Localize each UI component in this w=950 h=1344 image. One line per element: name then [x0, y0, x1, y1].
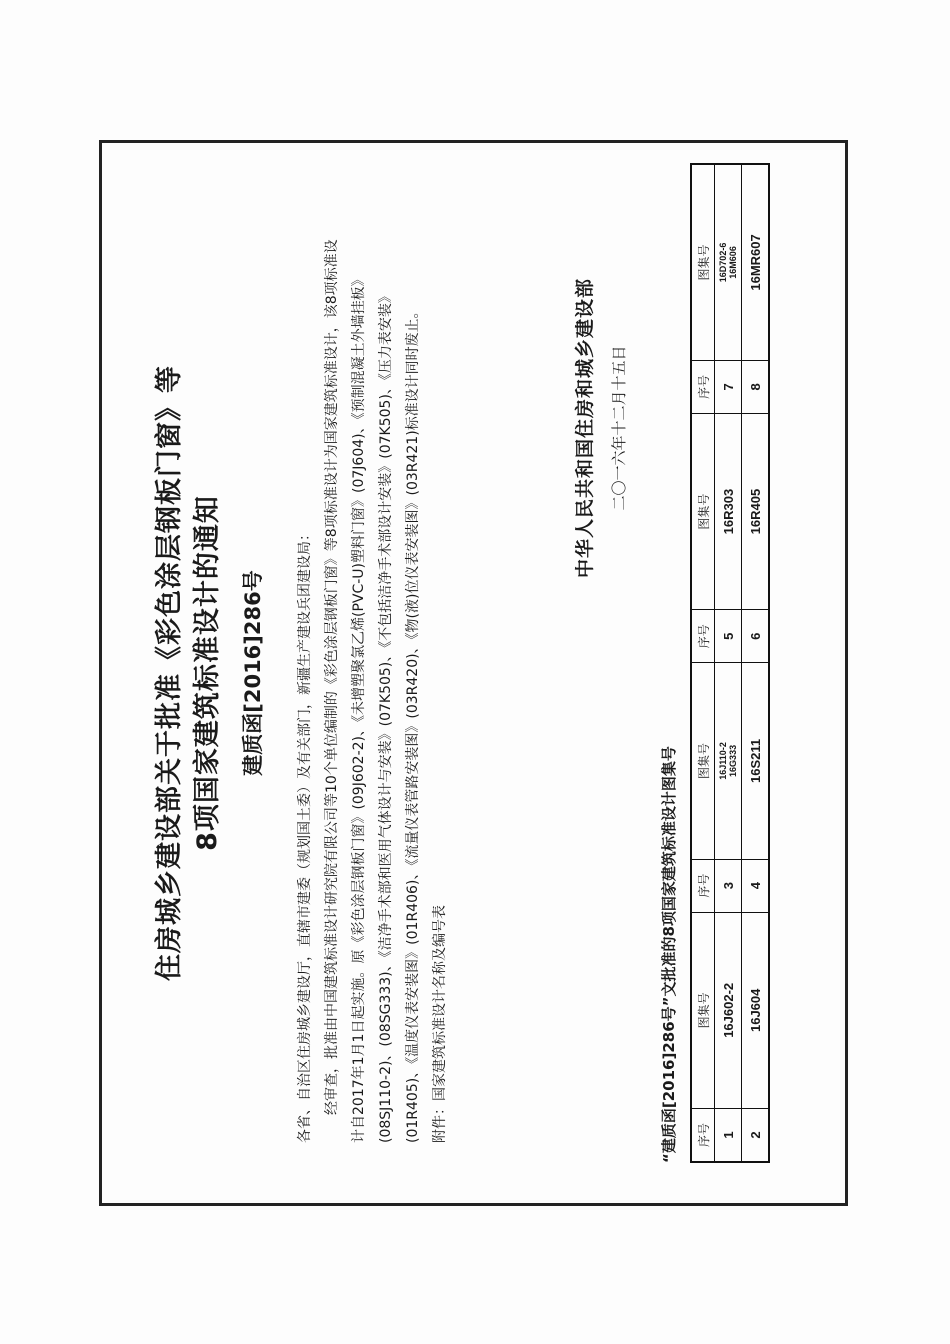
- document-number: 建质函[2016]286号: [241, 570, 265, 776]
- table-cell: 2: [742, 1109, 770, 1163]
- table-cell: 3: [715, 859, 742, 912]
- table-cell: 5: [715, 610, 742, 663]
- salutation: 各省、自治区住房城乡建设厅，直辖市建委（规划国土委）及有关部门，新疆生产建设兵团建设局：: [297, 527, 313, 1143]
- table-cell: 16R405: [742, 413, 770, 609]
- table-cell: 1: [715, 1109, 742, 1163]
- table-cell: 4: [742, 859, 770, 912]
- table-cell: 6: [742, 610, 770, 663]
- table-cell: 8: [742, 360, 770, 413]
- header-cell: 序号: [691, 610, 715, 663]
- table-title: “建质函[2016]286号”文批准的8项国家建筑标准设计图集号: [660, 746, 678, 1163]
- attachment-line: 附件：国家建筑标准设计名称及编号表: [432, 905, 448, 1143]
- notice-title-line2: 8项国家建筑标准设计的通知: [192, 495, 223, 851]
- table-cell: 7: [715, 360, 742, 413]
- header-cell: 图集号: [691, 663, 715, 859]
- table-header-row: [691, 164, 715, 1162]
- main-paragraph: 经审查，批准由中国建筑标准设计研究院有限公司等10个单位编制的《彩色涂层钢板门窗》等8项标准设计为国家建筑标准设计，该8项标准设计自2017年1月1日起实施。原《彩色涂层钢板门窗》(09J602-2)、《未增塑聚氯乙烯(PVC-U)塑料门窗》(07J604)、《预制混凝土外墙挂板》(08SJ110-2)、(08SG333)、《洁净手术部和医用气体设计与安装》(07K505)、《不包括洁净手术部设计安装》(07K505)、《压力表安装》(01R405)、《温度仪表安装图》(01R406)、《流量仪表管路安装图》(03R420)、《物(液)位仪表安装图》(03R421)标准设计同时废止。: [324, 239, 421, 1143]
- standards-table: [690, 163, 770, 1163]
- table-cell: 16MR607: [742, 164, 770, 360]
- header-cell: 图集号: [691, 164, 715, 360]
- table-row: [715, 164, 742, 1162]
- header-cell: 序号: [691, 360, 715, 413]
- header-cell: 序号: [691, 859, 715, 912]
- table-cell: 16J110-2 16G333: [715, 663, 742, 859]
- table-cell: 16S211: [742, 663, 770, 859]
- notice-body: [292, 233, 454, 1143]
- header-cell: 图集号: [691, 413, 715, 609]
- document-frame: [99, 140, 848, 1206]
- table-row: [742, 164, 770, 1162]
- issuing-organization: 中华人民共和国住房和城乡建设部: [574, 278, 596, 579]
- table-cell: 16J602-2: [715, 912, 742, 1108]
- table-cell: 16D702-6 16M606: [715, 164, 742, 360]
- notice-title-line1: 住房城乡建设部关于批准《彩色涂层钢板门窗》等: [154, 365, 185, 981]
- header-cell: 图集号: [691, 912, 715, 1108]
- header-cell: 序号: [691, 1109, 715, 1163]
- table-cell: 16R303: [715, 413, 742, 609]
- table-cell: 16J604: [742, 912, 770, 1108]
- rotated-document: [102, 143, 845, 1203]
- issue-date: 二〇一六年十二月十五日: [610, 345, 628, 511]
